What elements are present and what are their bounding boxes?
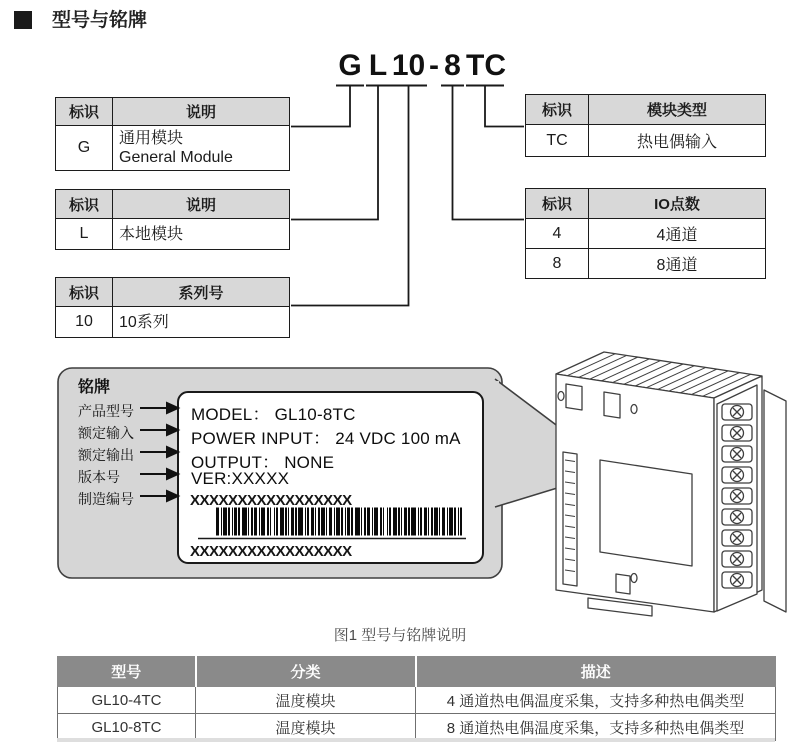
plate-serial-bottom: XXXXXXXXXXXXXXXXX — [190, 543, 352, 560]
desc-cell: 本地模块 — [113, 219, 290, 250]
col-header: 标识 — [56, 278, 113, 307]
next-section-cutoff-bar — [57, 738, 775, 742]
model-seg-8: 8 — [444, 49, 461, 82]
table-row — [56, 126, 290, 171]
col-header: 说明 — [113, 190, 290, 219]
description-cell: 4 通道热电偶温度采集，支持多种热电偶类型 — [416, 687, 776, 714]
decode-table-module-type — [525, 94, 766, 157]
module-device-drawing — [556, 352, 786, 616]
desc-cell: 4通道 — [589, 219, 766, 249]
table-row — [56, 219, 290, 250]
col-header-model: 型号 — [58, 657, 196, 687]
plate-serial-row: XXXXXXXXXXXXXXXXX — [190, 492, 352, 509]
plate-output-line: OUTPUT： NONE — [191, 453, 335, 472]
table-row — [58, 687, 776, 714]
model-seg-g: G — [338, 49, 362, 82]
table-row — [526, 125, 766, 157]
description-cell: 8 通道热电偶温度采集，支持多种热电偶类型 — [416, 714, 776, 741]
id-cell: 8 — [526, 249, 589, 279]
decode-table-io-points — [525, 188, 766, 279]
terminal-screws — [722, 404, 752, 588]
connector-lines — [291, 86, 524, 306]
nameplate-label-version: 版本号 — [78, 469, 120, 485]
category-cell: 温度模块 — [196, 714, 416, 741]
col-header: 模块类型 — [589, 95, 766, 125]
decode-table-l — [55, 189, 290, 250]
col-header: 说明 — [113, 98, 290, 126]
plate-model-line: MODEL： GL10-8TC — [191, 405, 356, 424]
models-table-header-row — [58, 657, 776, 687]
col-header: 标识 — [526, 95, 589, 125]
desc-cell: 热电偶输入 — [589, 125, 766, 157]
col-header-category: 分类 — [196, 657, 416, 687]
desc-cell: 10系列 — [113, 307, 290, 338]
section-title: 型号与铭牌 — [52, 10, 148, 31]
category-cell: 温度模块 — [196, 687, 416, 714]
model-seg-10: 10 — [391, 49, 426, 82]
col-header: IO点数 — [589, 189, 766, 219]
id-cell: 4 — [526, 219, 589, 249]
nameplate-label-serial: 制造编号 — [78, 491, 134, 507]
desc-line-cn: 通用模块 — [119, 130, 184, 147]
desc-cell — [113, 126, 290, 171]
id-cell: L — [56, 219, 113, 250]
desc-line-en: General Module — [119, 149, 233, 166]
decode-table-g — [55, 97, 290, 171]
model-cell: GL10-4TC — [58, 687, 196, 714]
nameplate-label-input: 额定输入 — [78, 425, 134, 441]
decode-table-series — [55, 277, 290, 338]
id-cell: G — [56, 126, 113, 171]
figure-caption: 图1 型号与铭牌说明 — [333, 627, 467, 644]
models-table — [57, 656, 776, 741]
table-row — [526, 249, 766, 279]
model-seg-tc: TC — [466, 49, 506, 82]
nameplate-label-model: 产品型号 — [78, 403, 134, 419]
nameplate-title: 铭牌 — [78, 379, 111, 396]
id-cell: 10 — [56, 307, 113, 338]
model-seg-l: L — [368, 49, 388, 82]
desc-cell: 8通道 — [589, 249, 766, 279]
plate-power-line: POWER INPUT： 24 VDC 100 mA — [191, 429, 461, 448]
col-header: 系列号 — [113, 278, 290, 307]
table-row — [56, 307, 290, 338]
model-cell: GL10-8TC — [58, 714, 196, 741]
col-header: 标识 — [56, 190, 113, 219]
table-row — [58, 714, 776, 741]
section-bullet-icon — [14, 11, 32, 29]
id-cell: TC — [526, 125, 589, 157]
col-header: 标识 — [56, 98, 113, 126]
plate-ver-line: VER:XXXXX — [191, 469, 290, 488]
table-row — [526, 219, 766, 249]
col-header-description: 描述 — [416, 657, 776, 687]
nameplate-label-output: 额定输出 — [78, 447, 134, 463]
model-seg-dash: - — [429, 49, 439, 82]
col-header: 标识 — [526, 189, 589, 219]
